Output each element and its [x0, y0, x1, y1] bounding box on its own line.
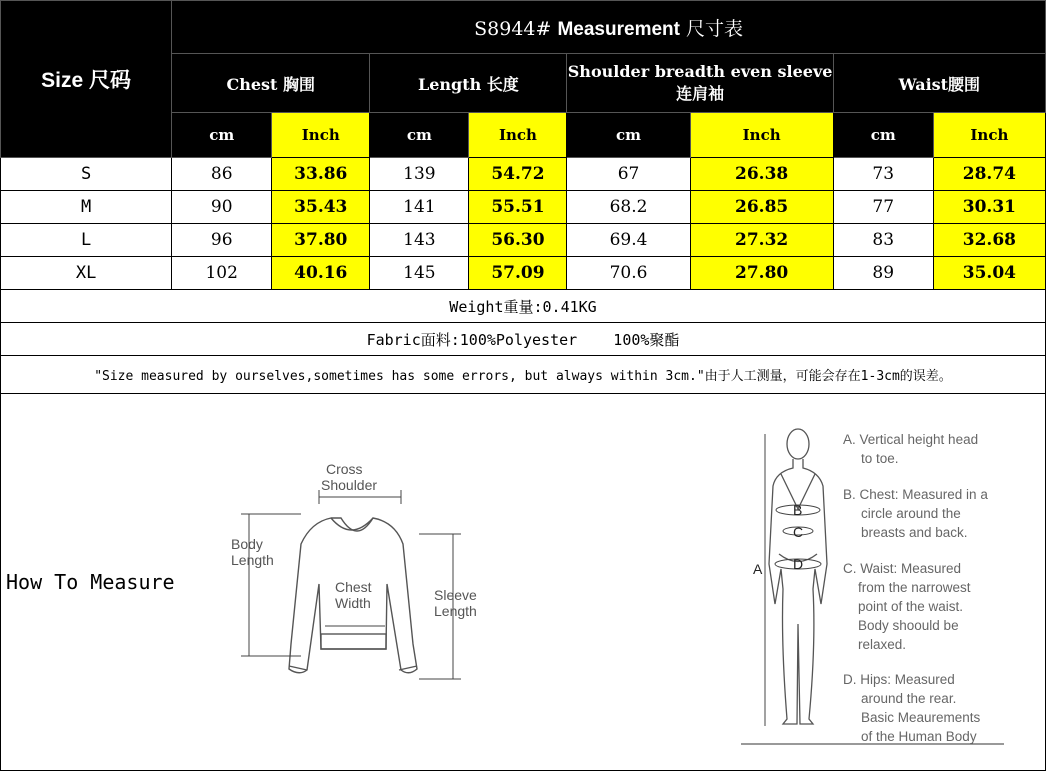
chest-cm-cell: 96 — [172, 224, 272, 257]
chest-cm-cell: 86 — [172, 158, 272, 191]
marker-c: C — [793, 524, 804, 540]
unit-cm: cm — [833, 113, 933, 158]
chart-title: S8944# Measurement 尺寸表 — [172, 1, 1046, 54]
legend-a-line: to toe. — [861, 451, 899, 466]
chest-width-label: Chest — [335, 579, 372, 595]
size-header: Size 尺码 — [1, 1, 172, 158]
waist-cm-cell: 83 — [833, 224, 933, 257]
legend-a-line: A. Vertical height head — [843, 432, 979, 447]
chest-cm-cell: 90 — [172, 191, 272, 224]
length-header: Length 长度 — [370, 54, 567, 113]
waist-cm-cell: 77 — [833, 191, 933, 224]
legend-d-line: D. Hips: Measured — [843, 672, 955, 687]
chest-header: Chest 胸围 — [172, 54, 370, 113]
size-cell: XL — [1, 257, 172, 290]
marker-d: D — [793, 556, 804, 572]
legend-b-line: B. Chest: Measured in a — [843, 487, 988, 502]
length-cm-cell: 143 — [370, 224, 469, 257]
chest-cm-cell: 102 — [172, 257, 272, 290]
how-to-measure-panel — [1, 394, 1046, 771]
shoulder-cm-cell: 69.4 — [567, 224, 690, 257]
body-figure — [769, 429, 827, 724]
unit-cm: cm — [172, 113, 272, 158]
unit-inch: Inch — [272, 113, 370, 158]
body-length-label: Length — [231, 552, 274, 568]
shoulder-inch-cell: 26.85 — [690, 191, 833, 224]
waist-cm-cell: 89 — [833, 257, 933, 290]
waist-header: Waist腰围 — [833, 54, 1045, 113]
measurement-note: "Size measured by ourselves,sometimes has some errors, but always within 3cm."由于人工测量，可能会存在1-3cm的误差。 — [1, 356, 1046, 394]
legend-c-line: point of the waist. — [858, 599, 964, 614]
shoulder-cm-cell: 68.2 — [567, 191, 690, 224]
shoulder-inch-cell: 26.38 — [690, 158, 833, 191]
waist-inch-cell: 28.74 — [933, 158, 1045, 191]
legend-c-line: C. Waist: Measured — [843, 561, 962, 576]
length-inch-cell: 57.09 — [469, 257, 567, 290]
length-inch-cell: 55.51 — [469, 191, 567, 224]
marker-b: B — [793, 502, 803, 518]
legend-b-line: circle around the — [861, 506, 961, 521]
size-cell: S — [1, 158, 172, 191]
unit-inch: Inch — [690, 113, 833, 158]
length-inch-cell: 54.72 — [469, 158, 567, 191]
sleeve-length-label: Sleeve — [434, 587, 477, 603]
chest-inch-cell: 33.86 — [272, 158, 370, 191]
shoulder-header: Shoulder breadth even sleeve连肩袖 — [567, 54, 833, 113]
shoulder-cm-cell: 70.6 — [567, 257, 690, 290]
waist-inch-cell: 30.31 — [933, 191, 1045, 224]
length-cm-cell: 145 — [370, 257, 469, 290]
measure-illustrations — [1, 394, 1046, 770]
body-length-label: Body — [231, 536, 263, 552]
waist-cm-cell: 73 — [833, 158, 933, 191]
unit-inch: Inch — [933, 113, 1045, 158]
length-cm-cell: 139 — [370, 158, 469, 191]
table-row — [1, 158, 1046, 191]
size-cell: M — [1, 191, 172, 224]
table-row — [1, 224, 1046, 257]
body-measure-legend — [843, 432, 988, 744]
legend-c-line: relaxed. — [858, 637, 907, 652]
waist-inch-cell: 32.68 — [933, 224, 1045, 257]
legend-b-line: breasts and back. — [861, 525, 968, 540]
chest-inch-cell: 37.80 — [272, 224, 370, 257]
unit-cm: cm — [370, 113, 469, 158]
marker-a: A — [753, 561, 763, 577]
legend-d-line: Basic Meaurements — [861, 710, 981, 725]
shoulder-inch-cell: 27.32 — [690, 224, 833, 257]
unit-cm: cm — [567, 113, 690, 158]
table-row — [1, 191, 1046, 224]
legend-d-line: around the rear. — [861, 691, 957, 706]
chest-width-label: Width — [335, 595, 371, 611]
legend-d-line: of the Human Body — [861, 729, 977, 744]
legend-c-line: from the narrowest — [858, 580, 971, 595]
waist-inch-cell: 35.04 — [933, 257, 1045, 290]
cross-shoulder-label: Cross — [326, 461, 363, 477]
chest-inch-cell: 40.16 — [272, 257, 370, 290]
weight-row: Weight重量:0.41KG — [1, 290, 1046, 323]
sleeve-length-label: Length — [434, 603, 477, 619]
table-row — [1, 257, 1046, 290]
length-cm-cell: 141 — [370, 191, 469, 224]
cross-shoulder-label: Shoulder — [321, 477, 378, 493]
unit-inch: Inch — [469, 113, 567, 158]
chest-inch-cell: 35.43 — [272, 191, 370, 224]
size-cell: L — [1, 224, 172, 257]
how-to-measure-heading: How To Measure — [6, 570, 175, 594]
fabric-row: Fabric面料:100%Polyester 100%聚酯 — [1, 323, 1046, 356]
length-inch-cell: 56.30 — [469, 224, 567, 257]
shoulder-inch-cell: 27.80 — [690, 257, 833, 290]
legend-c-line: Body shoould be — [858, 618, 959, 633]
shoulder-cm-cell: 67 — [567, 158, 690, 191]
